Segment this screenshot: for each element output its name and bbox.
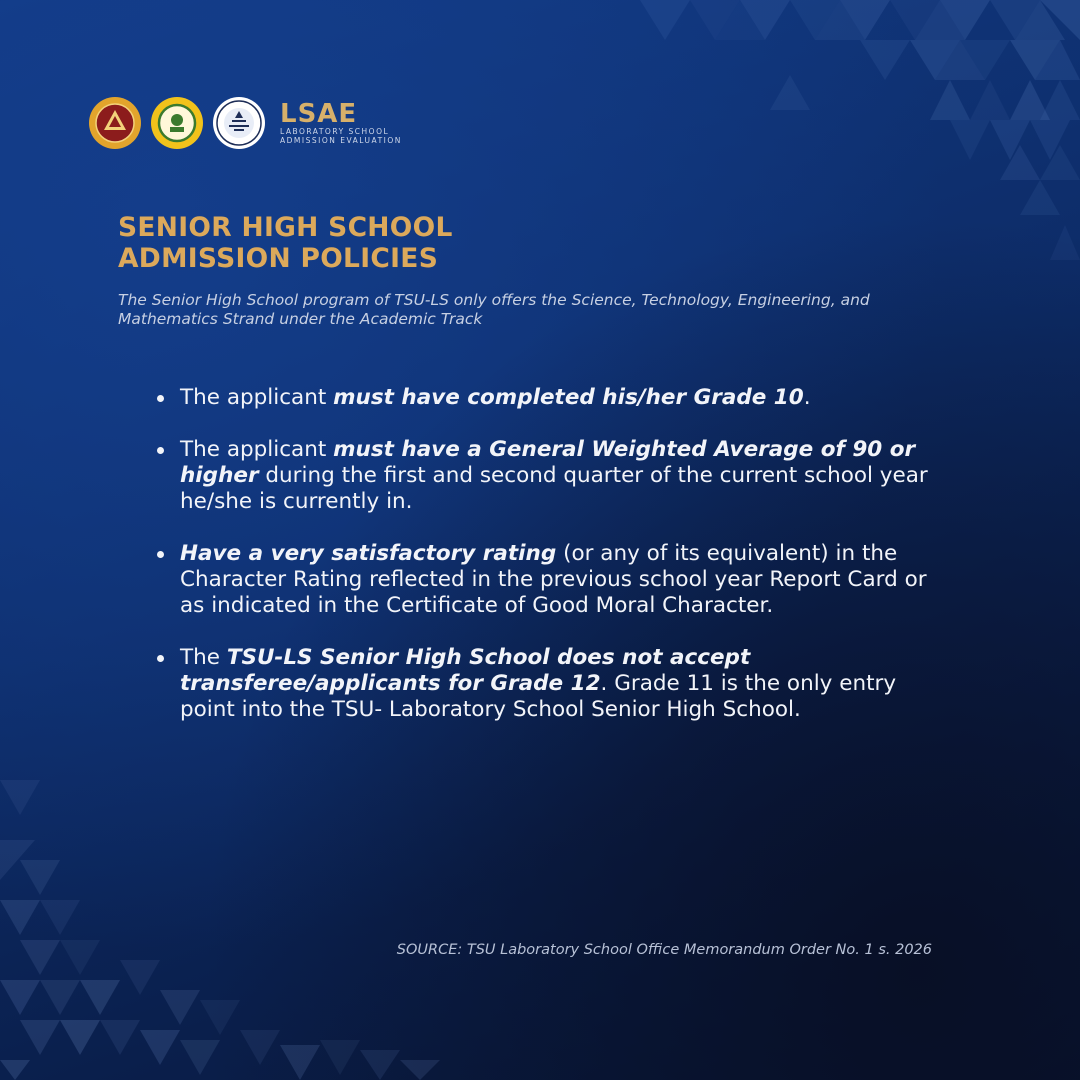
- college-of-education-seal-icon: [150, 96, 204, 150]
- policy-item-grade-10: [155, 385, 955, 411]
- page-title-line2: ADMISSION POLICIES: [118, 243, 439, 274]
- lsae-subtitle-line2: ADMISSION EVALUATION: [280, 136, 402, 145]
- bullet-icon: [157, 551, 164, 558]
- header-logos: [88, 94, 402, 152]
- policy-text-post: (or any of its equivalent) in the Character Rating reflected in the previous school year Report Card or as indicated in the Certificate of Good Moral Character.: [180, 541, 927, 618]
- admission-policy-list: [155, 385, 955, 749]
- bullet-icon: [157, 447, 164, 454]
- page-title-line1: SENIOR HIGH SCHOOL: [118, 212, 453, 243]
- policy-text-emphasis: Have a very satisfactory rating: [180, 541, 557, 566]
- tarlac-state-university-seal-icon: [88, 96, 142, 150]
- policy-text-pre: The: [180, 645, 227, 670]
- policy-item-character-rating: [155, 541, 955, 619]
- lsae-wordmark: LSAE: [280, 99, 358, 129]
- policy-text-emphasis: must have a General Weighted Average of 90 or higher: [180, 437, 916, 488]
- policy-text-emphasis: must have completed his/her Grade 10: [333, 385, 804, 410]
- bullet-icon: [157, 655, 164, 662]
- lsae-subtitle-line1: LABORATORY SCHOOL: [280, 127, 390, 136]
- policy-text-pre: The applicant: [180, 385, 334, 410]
- policy-text-post: . Grade 11 is the only entry point into the TSU- Laboratory School Senior High School.: [180, 671, 897, 722]
- bullet-icon: [157, 395, 164, 402]
- policy-text-post: .: [803, 385, 811, 410]
- policy-text-emphasis: TSU-LS Senior High School does not accept transferee/applicants for Grade 12: [180, 645, 751, 696]
- program-description: The Senior High School program of TSU-LS only offers the Science, Technology, Engineering, and Mathematics Strand under the Academic Track: [118, 291, 870, 328]
- policy-item-no-grade-12-transferees: [155, 645, 955, 723]
- laboratory-school-seal-icon: [212, 96, 266, 150]
- policy-text-post: during the first and second quarter of the current school year he/she is currently in.: [180, 463, 928, 514]
- policy-text-pre: The applicant: [180, 437, 334, 462]
- source-citation: SOURCE: TSU Laboratory School Office Memorandum Order No. 1 s. 2026: [396, 942, 932, 958]
- page-title: [118, 212, 453, 274]
- lsae-brand: [280, 101, 402, 145]
- policy-item-gwa: [155, 437, 955, 515]
